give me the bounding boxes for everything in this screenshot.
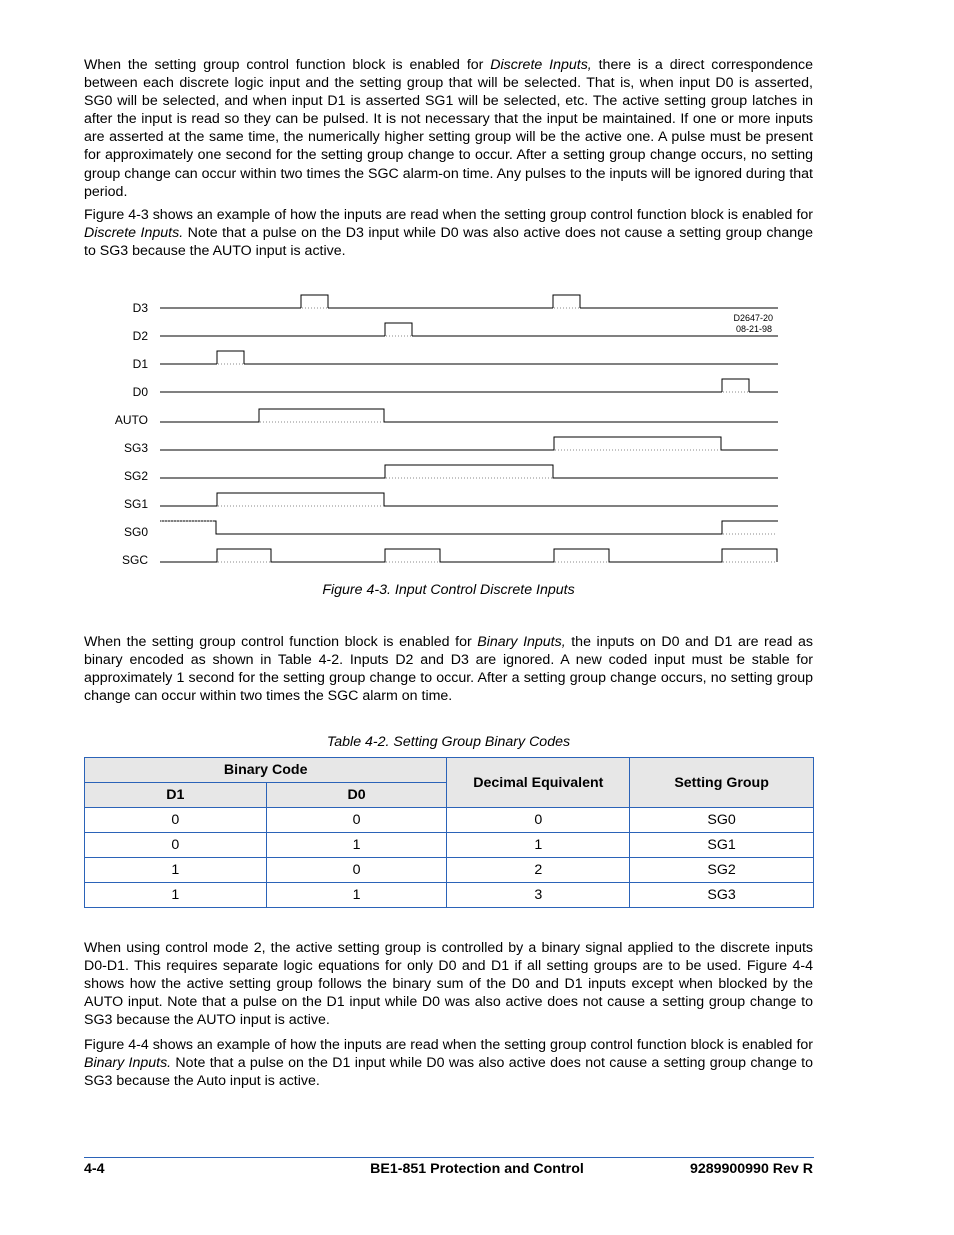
cell-d1: 1 bbox=[85, 858, 267, 883]
label-d3: D3 bbox=[132, 301, 148, 315]
pulse-d3-1 bbox=[301, 295, 328, 308]
pulse-fill-dotted bbox=[161, 308, 777, 562]
cell-d1: 1 bbox=[85, 883, 267, 908]
label-sg3: SG3 bbox=[123, 441, 148, 455]
footer-title: BE1-851 Protection and Control bbox=[370, 1161, 584, 1177]
timing-diagram bbox=[0, 285, 954, 575]
cell-decimal: 1 bbox=[447, 833, 630, 858]
cell-decimal: 0 bbox=[447, 808, 630, 833]
label-sg2: SG2 bbox=[123, 469, 148, 483]
drawing-date: 08-21-98 bbox=[735, 324, 772, 334]
header-setting-group: Setting Group bbox=[630, 758, 814, 808]
signal-trace-sg1 bbox=[160, 493, 778, 506]
cell-d0: 0 bbox=[266, 808, 447, 833]
pulse-d2-1 bbox=[385, 323, 412, 336]
label-sg0: SG0 bbox=[123, 525, 148, 539]
signal-trace-sg2 bbox=[160, 465, 778, 478]
footer-page-number: 4-4 bbox=[84, 1161, 105, 1177]
cell-setting-group: SG1 bbox=[630, 833, 814, 858]
cell-d0: 1 bbox=[266, 833, 447, 858]
footer-doc-number: 9289900990 Rev R bbox=[689, 1161, 813, 1177]
signal-trace-sg0 bbox=[160, 521, 778, 534]
cell-setting-group: SG2 bbox=[630, 858, 814, 883]
cell-decimal: 3 bbox=[447, 883, 630, 908]
label-d1: D1 bbox=[132, 357, 148, 371]
paragraph-control-mode-2: When using control mode 2, the active setting group is controlled by a binary signal applied to the discrete inputs D0-D1. This requires separate logic equations for only D0 and D1 if all setting groups are to be used. Figure 4-4 shows how the active setting group follows the binary sum of the D0 and D1 inputs except when blocked by the AUTO input. Note that a pulse on the D1 input while D0 was also active does not cause a setting group change to SG3 because the AUTO input is active. bbox=[84, 940, 813, 1029]
cell-decimal: 2 bbox=[447, 858, 630, 883]
table-row bbox=[85, 883, 814, 908]
header-d1: D1 bbox=[85, 783, 267, 808]
footer-divider bbox=[84, 1157, 814, 1158]
label-auto: AUTO bbox=[114, 413, 148, 427]
signal-trace-sgc bbox=[160, 549, 777, 562]
cell-d0: 1 bbox=[266, 883, 447, 908]
header-decimal-equivalent: Decimal Equivalent bbox=[447, 758, 630, 808]
cell-d1: 0 bbox=[85, 808, 267, 833]
figure-caption: Figure 4-3. Input Control Discrete Inputs bbox=[322, 582, 575, 598]
table-row bbox=[85, 833, 814, 858]
cell-setting-group: SG3 bbox=[630, 883, 814, 908]
label-sgc: SGC bbox=[121, 553, 148, 567]
paragraph-figure-4-3-intro: Figure 4-3 shows an example of how the inputs are read when the setting group control function block is enabled for Discrete Inputs. Note that a pulse on the D3 input while D0 was also active does not cause a setting group change to SG3 because the AUTO input is active. bbox=[84, 207, 813, 260]
cell-setting-group: SG0 bbox=[630, 808, 814, 833]
table-row bbox=[85, 808, 814, 833]
label-d2: D2 bbox=[132, 329, 148, 343]
cell-d1: 0 bbox=[85, 833, 267, 858]
table-row bbox=[85, 858, 814, 883]
drawing-id: D2647-20 bbox=[733, 313, 773, 323]
signal-trace-auto bbox=[160, 409, 778, 422]
binary-codes-table bbox=[84, 757, 814, 908]
label-d0: D0 bbox=[132, 385, 148, 399]
paragraph-binary-inputs: When the setting group control function block is enabled for Binary Inputs, the inputs on D0 and D1 are read as binary encoded as shown in Table 4-2. Inputs D2 and D3 are ignored. A new coded input must be stable for approximately 1 second for the setting group change to occur. After a setting group change occurs, no setting group change can occur within two times the SGC alarm on time. bbox=[84, 634, 814, 705]
label-sg1: SG1 bbox=[123, 497, 148, 511]
paragraph-figure-4-4-intro: Figure 4-4 shows an example of how the inputs are read when the setting group control function block is enabled for Binary Inputs. Note that a pulse on the D1 input while D0 was also active does not cause a setting group change to SG3 because the Auto input is active. bbox=[84, 1037, 814, 1090]
header-binary-code: Binary Code bbox=[85, 758, 447, 783]
table-caption: Table 4-2. Setting Group Binary Codes bbox=[326, 734, 571, 750]
pulse-d0-1 bbox=[722, 379, 749, 392]
pulse-d3-2 bbox=[553, 295, 580, 308]
header-d0: D0 bbox=[266, 783, 447, 808]
cell-d0: 0 bbox=[266, 858, 447, 883]
paragraph-discrete-inputs: When the setting group control function block is enabled for Discrete Inputs, there is a direct correspondence between each discrete logic input and the setting group that will be selected. That is, when input D0 is asserted, SG0 will be selected, and when input D1 is asserted SG1 will be selected, etc. The active setting group latches in after the input is read so they can be pulsed. It is not necessary that the input be maintained. If one or more inputs are asserted at the same time, the numerically higher setting group will be the active one. A pulse must be present for approximately one second for the setting group change to occur. After a setting group change occurs, no setting group change can occur within two times the SGC alarm-on time. Any pulses to the inputs will be ignored during that period. bbox=[84, 57, 813, 200]
signal-trace-sg3 bbox=[160, 437, 778, 450]
pulse-d1-1 bbox=[217, 351, 244, 364]
